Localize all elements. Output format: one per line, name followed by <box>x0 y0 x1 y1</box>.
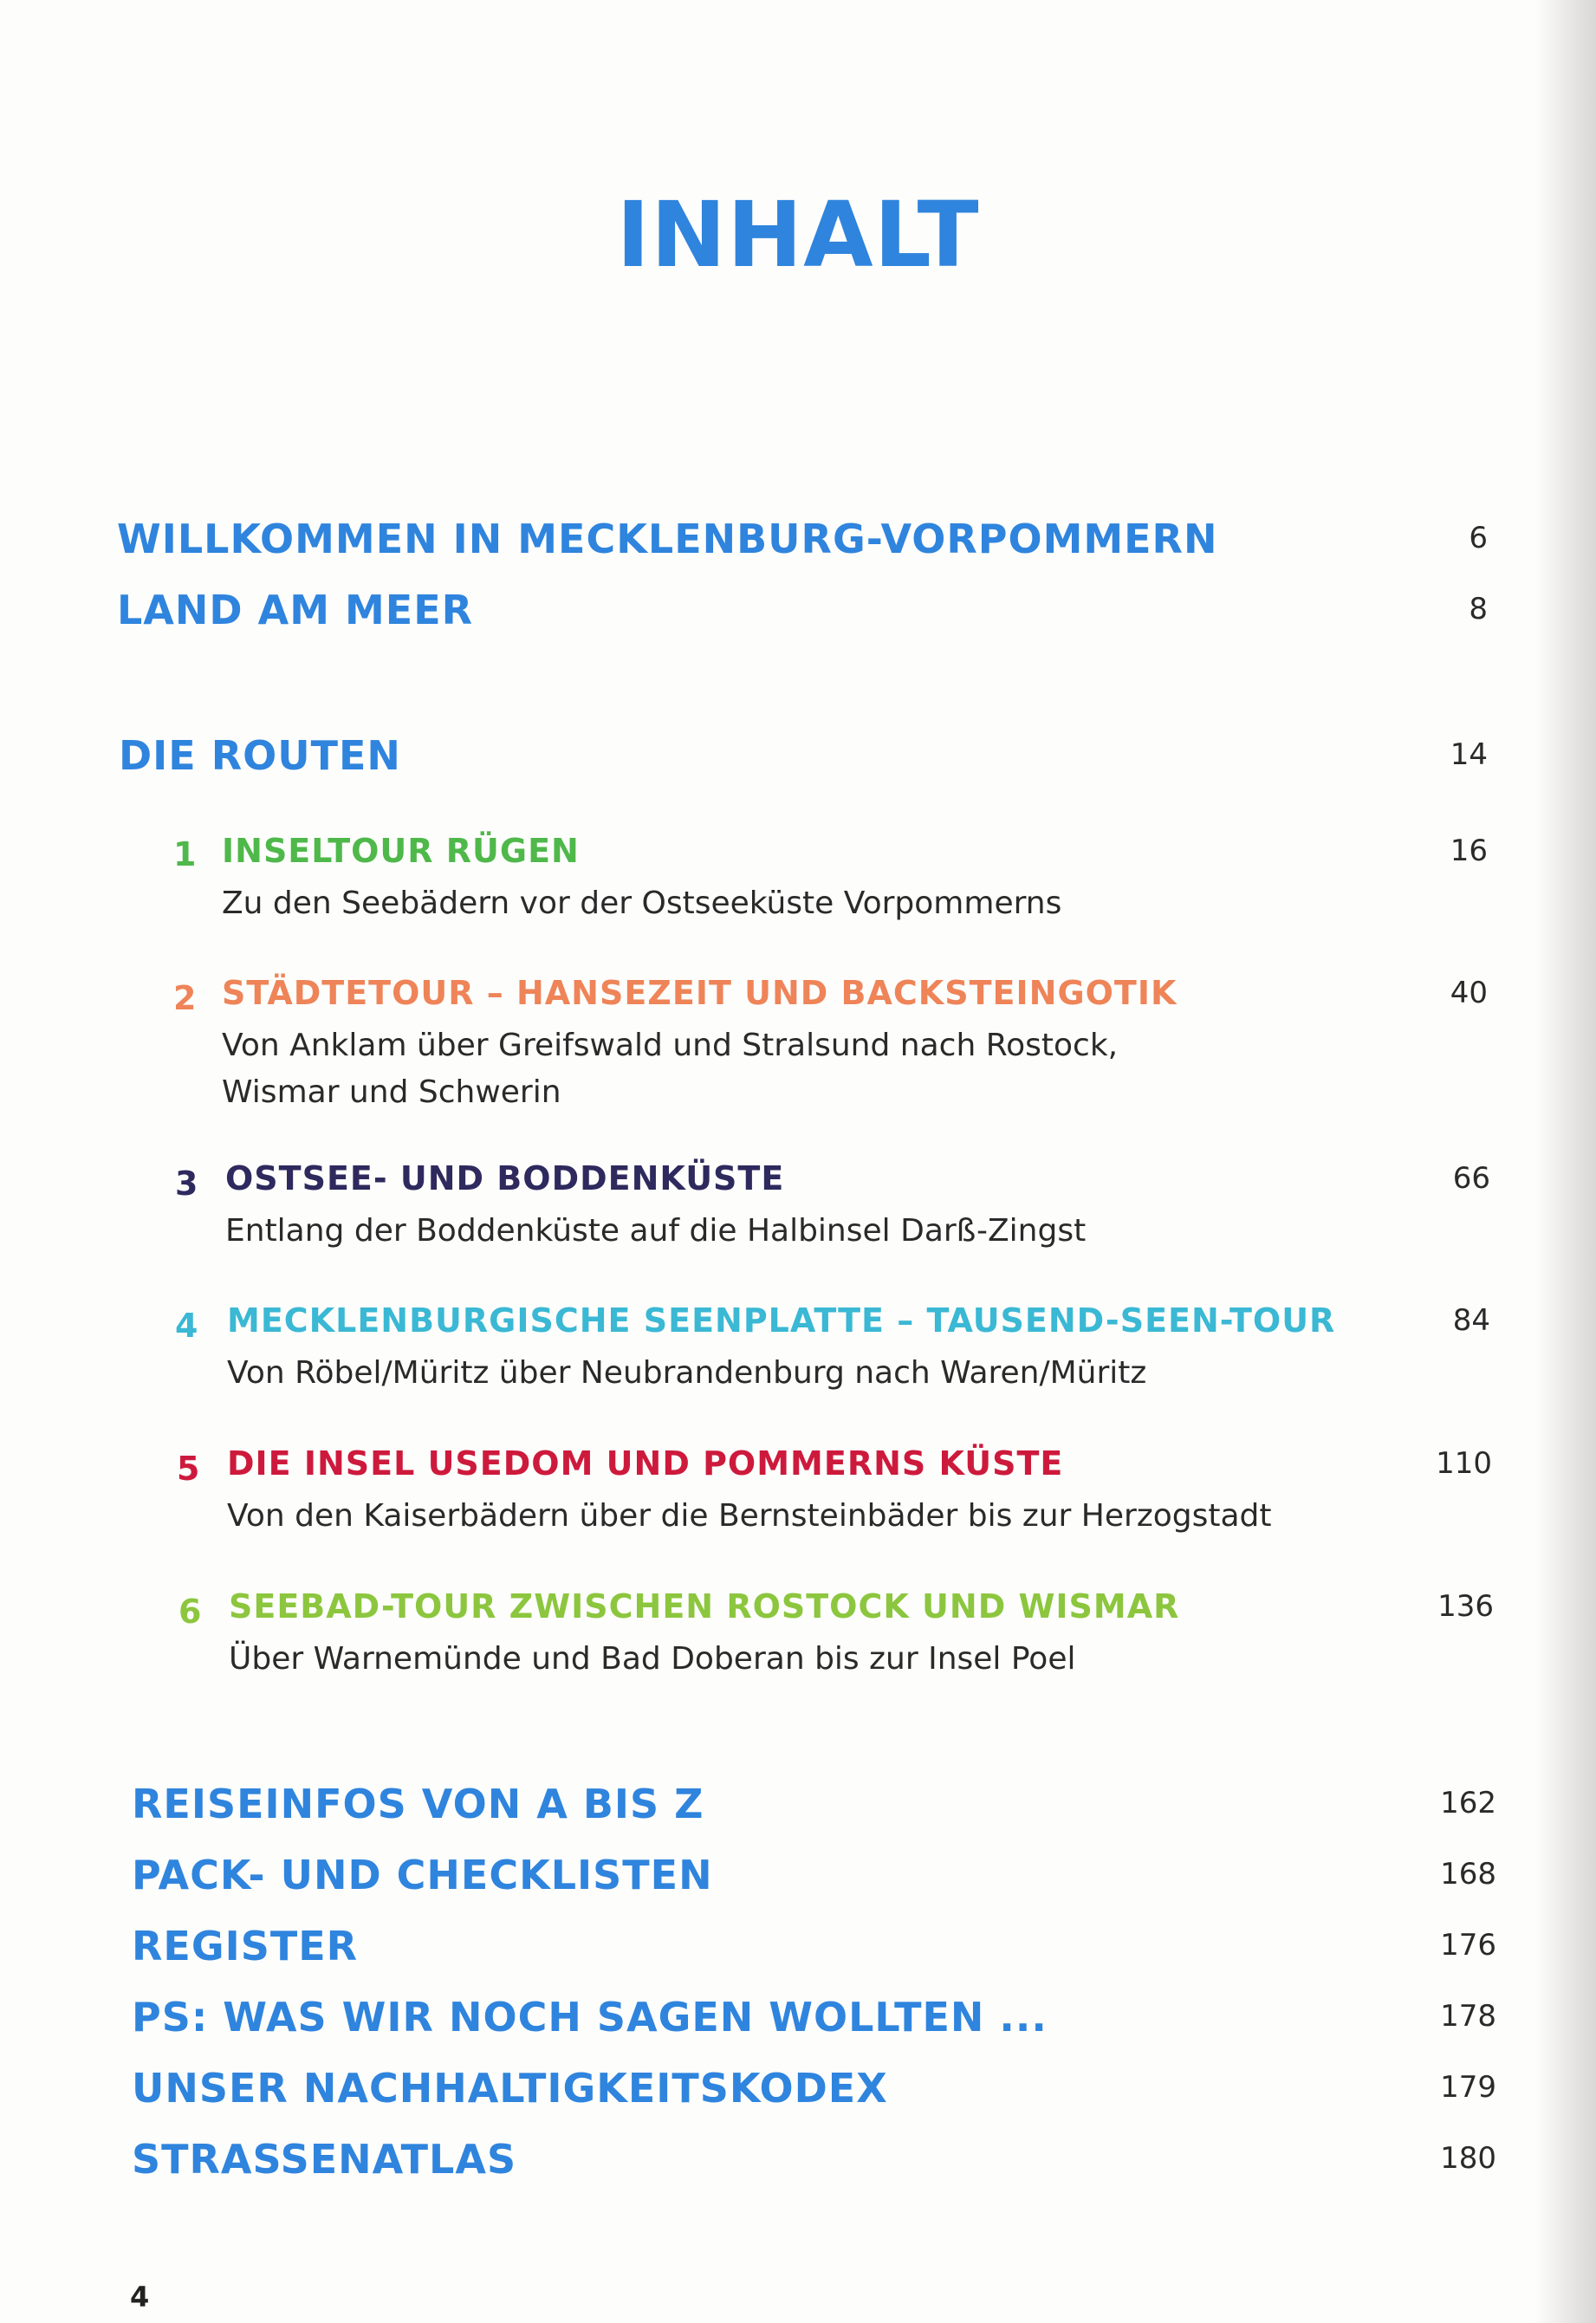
page-edge-shadow <box>1535 0 1596 2323</box>
toc-entry-page: 110 <box>1436 1446 1492 1481</box>
route-subtitle: Entlang der Boddenküste auf die Halbinsel Darß-Zingst <box>225 1213 1087 1249</box>
toc-entry-page: 6 <box>1469 521 1488 555</box>
route-number: 4 <box>175 1307 198 1345</box>
toc-entry-title: PACK- UND CHECKLISTEN <box>132 1852 713 1898</box>
toc-entry-title: PS: WAS WIR NOCH SAGEN WOLLTEN ... <box>132 1994 1048 2041</box>
route-title: STÄDTETOUR – HANSEZEIT UND BACKSTEINGOTIK <box>222 974 1178 1012</box>
toc-entry-page: 14 <box>1450 737 1488 772</box>
toc-entry-page: 40 <box>1450 976 1488 1010</box>
route-title: MECKLENBURGISCHE SEENPLATTE – TAUSEND-SEEN-TOUR <box>227 1301 1336 1340</box>
route-number: 6 <box>178 1593 202 1631</box>
route-subtitle: Von Anklam über Greifswald und Stralsund nach Rostock, <box>222 1028 1119 1063</box>
toc-entry-page: 8 <box>1469 592 1488 626</box>
route-subtitle: Über Warnemünde und Bad Doberan bis zur Insel Poel <box>229 1641 1076 1677</box>
toc-entry-title: LAND AM MEER <box>117 587 474 633</box>
route-number: 1 <box>173 835 197 873</box>
route-title: INSELTOUR RÜGEN <box>222 832 580 870</box>
route-subtitle: Zu den Seebädern vor der Ostseeküste Vorpommerns <box>222 886 1062 921</box>
toc-entry-page: 176 <box>1440 1928 1496 1963</box>
toc-entry-title: UNSER NACHHALTIGKEITSKODEX <box>132 2065 888 2112</box>
toc-entry-page: 178 <box>1440 1999 1496 2034</box>
route-number: 2 <box>173 979 197 1017</box>
route-title: SEEBAD-TOUR ZWISCHEN ROSTOCK UND WISMAR <box>229 1587 1180 1625</box>
route-subtitle-line-2: Wismar und Schwerin <box>222 1074 561 1110</box>
route-subtitle: Von den Kaiserbädern über die Bernsteinbäder bis zur Herzogstadt <box>227 1498 1272 1534</box>
toc-entry-page: 136 <box>1437 1589 1494 1624</box>
route-number: 5 <box>177 1450 200 1488</box>
toc-entry-title: STRASSENATLAS <box>132 2136 517 2183</box>
toc-entry-page: 180 <box>1440 2141 1496 2176</box>
route-title: DIE INSEL USEDOM UND POMMERNS KÜSTE <box>227 1444 1064 1483</box>
toc-entry-page: 168 <box>1440 1857 1496 1891</box>
toc-entry-title: REGISTER <box>132 1923 359 1969</box>
toc-entry-title: WILLKOMMEN IN MECKLENBURG-VORPOMMERN <box>117 516 1218 562</box>
toc-entry-page: 162 <box>1440 1786 1496 1820</box>
toc-entry-page: 66 <box>1452 1161 1490 1196</box>
toc-entry-page: 179 <box>1440 2070 1496 2105</box>
toc-entry-page: 16 <box>1450 834 1488 868</box>
toc-entry-title: REISEINFOS VON A BIS Z <box>132 1781 704 1827</box>
page-number: 4 <box>130 2281 150 2313</box>
route-title: OSTSEE- UND BODDENKÜSTE <box>225 1159 785 1197</box>
toc-entry-page: 84 <box>1452 1303 1490 1338</box>
route-number: 3 <box>175 1165 198 1203</box>
route-subtitle: Von Röbel/Müritz über Neubrandenburg nach Waren/Müritz <box>227 1355 1147 1391</box>
page-title: INHALT <box>616 182 980 288</box>
toc-section-title: DIE ROUTEN <box>119 732 401 779</box>
